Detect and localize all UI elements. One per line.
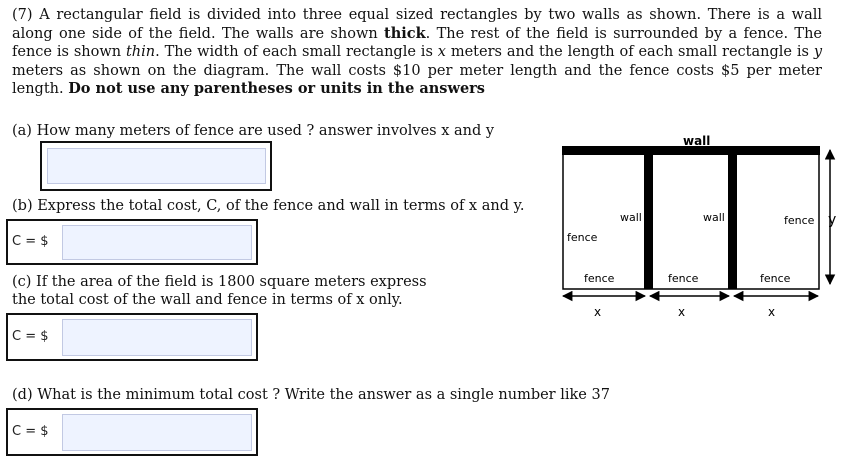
variable-x: x [437,44,446,61]
variable-y: y [813,44,823,61]
thin-word: thin [125,44,156,61]
cost-prefix-c: C = $ [12,329,49,344]
inner-wall-2-label: wall [703,211,725,224]
inner-wall-1-label: wall [620,211,642,224]
problem-text: . The width of each small rectangle is [155,44,438,61]
fence-outline [563,151,819,289]
x-dimension-label-3: x [768,305,776,319]
question-c: (c) If the area of the field is 1800 square meters express the total cost of the wall and fence in terms of x only. [12,274,427,308]
question-a: (a) How many meters of fence are used ? answer involves x and y [12,123,495,139]
x-dimension-label-1: x [594,305,602,319]
question-d: (d) What is the minimum total cost ? Write the answer as a single number like 37 [12,387,610,403]
left-fence-label: fence [567,231,598,244]
x-dimension-label-2: x [678,305,686,319]
y-dimension-label: y [828,212,837,228]
question-b: (b) Express the total cost, C, of the fence and wall in terms of x and y. [12,198,525,214]
bottom-fence-label-1: fence [584,272,615,285]
thick-word: thick [384,24,426,42]
bottom-fence-label-3: fence [760,272,791,285]
problem-text: meters as shown on the diagram. The wall costs $10 per meter length and the fence costs $5 per meter length. [12,62,822,98]
bold-instruction: Do not use any parentheses or units in the answers [68,80,485,98]
problem-text: . The rest of the field is surrounded by a fence. The fence is shown [12,25,822,61]
inner-wall-2 [728,151,737,289]
right-fence-label: fence [784,214,815,227]
cost-prefix-d: C = $ [12,424,49,439]
inner-wall-1 [644,151,653,289]
problem-text: (7) A rectangular field is divided into three equal sized rectangles by two walls as shown. There is a wall along one side of the field. The walls are shown [12,7,822,42]
top-wall-label: wall [683,134,711,148]
bottom-fence-label-2: fence [668,272,699,285]
problem-text: meters and the length of each small rectangle is [445,44,814,61]
cost-prefix-b: C = $ [12,234,49,249]
